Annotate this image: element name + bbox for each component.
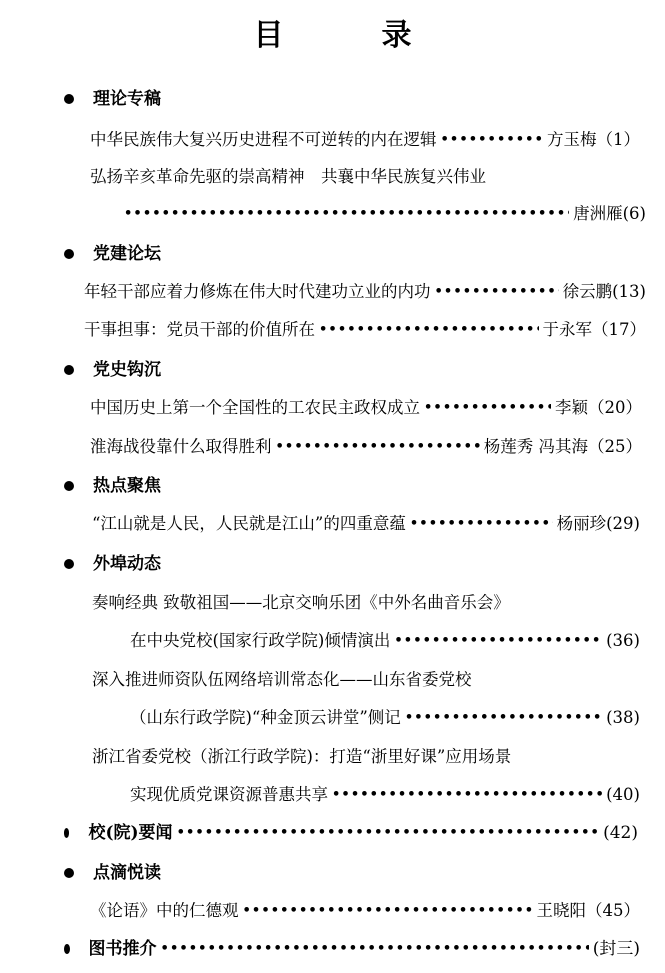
toc-entry-title: 中国历史上第一个全国性的工农民主政权成立 [90, 398, 420, 417]
section-heading-label: 点滴悦读 [93, 863, 161, 883]
toc-entry-title: 干事担事：党员干部的价值所在 [84, 320, 315, 339]
page-title: 目 录 [253, 18, 446, 53]
toc-entry-continuation[interactable] [124, 203, 646, 225]
bullet-icon [64, 868, 74, 878]
leader-dots [394, 630, 602, 652]
toc-entry-title: 奏响经典 致敬祖国——北京交响乐团《中外名曲音乐会》 [92, 593, 510, 612]
bullet-icon [64, 365, 74, 375]
toc-entry-page: (40) [606, 785, 640, 804]
section-heading-party-history [64, 359, 161, 381]
toc-entry-page: (36) [606, 631, 640, 650]
leader-dots [332, 784, 602, 806]
leader-dots [405, 707, 602, 729]
toc-entry-author-page: 王晓阳（45） [536, 901, 640, 920]
toc-entry-author-page: 李颖（20） [555, 398, 642, 417]
toc-entry[interactable] [90, 900, 640, 922]
toc-entry-title: 《论语》中的仁德观 [90, 901, 239, 920]
section-heading-label: 图书推介 [88, 939, 157, 959]
toc-entry-page: (38) [606, 708, 640, 727]
toc-entry-author-page: 唐洲雁(6) [573, 204, 646, 223]
toc-entry[interactable] [92, 592, 510, 614]
toc-entry-title: 淮海战役靠什么取得胜利 [90, 437, 272, 456]
toc-entry[interactable] [92, 746, 511, 768]
leader-dots [243, 900, 533, 922]
section-heading-label: 热点聚焦 [93, 476, 161, 496]
toc-entry-author-page: 杨丽珍(29) [556, 514, 640, 533]
bullet-icon [64, 828, 69, 838]
leader-dots [410, 513, 553, 535]
section-heading-label: 外埠动态 [93, 554, 161, 574]
toc-entry-continuation[interactable] [130, 707, 640, 729]
leader-dots [161, 938, 589, 960]
bullet-icon [64, 944, 70, 954]
leader-dots [124, 203, 569, 225]
section-heading-label: 党建论坛 [93, 244, 161, 264]
toc-entry[interactable] [90, 129, 640, 151]
bullet-icon [64, 94, 74, 104]
section-heading-external-news [64, 553, 161, 575]
toc-entry[interactable] [90, 436, 642, 458]
toc-entry-title-continued: （山东行政学院)“种金顶云讲堂”侧记 [130, 708, 401, 727]
leader-dots [177, 822, 600, 844]
toc-entry-continuation[interactable] [130, 630, 640, 652]
toc-entry[interactable] [92, 669, 472, 691]
leader-dots [424, 397, 551, 419]
toc-entry-title: 浙江省委党校（浙江行政学院)：打造“浙里好课”应用场景 [92, 747, 512, 766]
bullet-icon [64, 481, 74, 491]
toc-entry-title: 弘扬辛亥革命先驱的崇高精神 共襄中华民族复兴伟业 [90, 167, 486, 186]
toc-entry-title: “江山就是人民，人民就是江山”的四重意蕴 [92, 514, 406, 533]
section-heading-label: 党史钩沉 [93, 360, 161, 380]
section-heading-label: 校(院)要闻 [88, 823, 173, 843]
bullet-icon [64, 249, 74, 259]
toc-entry-title: 年轻干部应着力修炼在伟大时代建功立业的内功 [84, 282, 431, 301]
section-heading-theory [64, 88, 161, 110]
toc-entry-author-page: 于永军（17） [542, 320, 646, 339]
toc-entry[interactable] [90, 166, 486, 188]
toc-entry-author-page: 方玉梅（1） [547, 130, 640, 149]
toc-entry-title: 中华民族伟大复兴历史进程不可逆转的内在逻辑 [90, 130, 437, 149]
toc-entry[interactable] [92, 513, 640, 535]
toc-entry[interactable] [84, 319, 646, 341]
toc-entry-title-continued: 实现优质党课资源普惠共享 [130, 785, 328, 804]
leader-dots [435, 281, 559, 303]
section-heading-label: 理论专稿 [93, 89, 161, 109]
toc-entry[interactable] [84, 281, 646, 303]
section-page: (42) [603, 823, 638, 843]
toc-entry-title: 深入推进师资队伍网络培训常态化——山东省委党校 [92, 670, 472, 689]
section-page: (封三) [592, 939, 640, 959]
toc-entry-continuation[interactable] [130, 784, 640, 806]
toc-entry[interactable] [90, 397, 642, 419]
toc-entry-author-page: 徐云鹏(13) [562, 282, 646, 301]
leader-dots [319, 319, 539, 341]
section-heading-reading [64, 862, 161, 884]
section-heading-school-news[interactable] [64, 822, 638, 844]
toc-entry-author-page: 杨莲秀 冯其海（25） [483, 437, 642, 456]
bullet-icon [64, 559, 74, 569]
section-heading-book-recommendation[interactable] [64, 938, 640, 960]
leader-dots [276, 436, 480, 458]
leader-dots [441, 129, 544, 151]
toc-entry-title-continued: 在中央党校(国家行政学院)倾情演出 [130, 631, 391, 650]
section-heading-party-building [64, 243, 161, 265]
section-heading-hot-topics [64, 475, 161, 497]
